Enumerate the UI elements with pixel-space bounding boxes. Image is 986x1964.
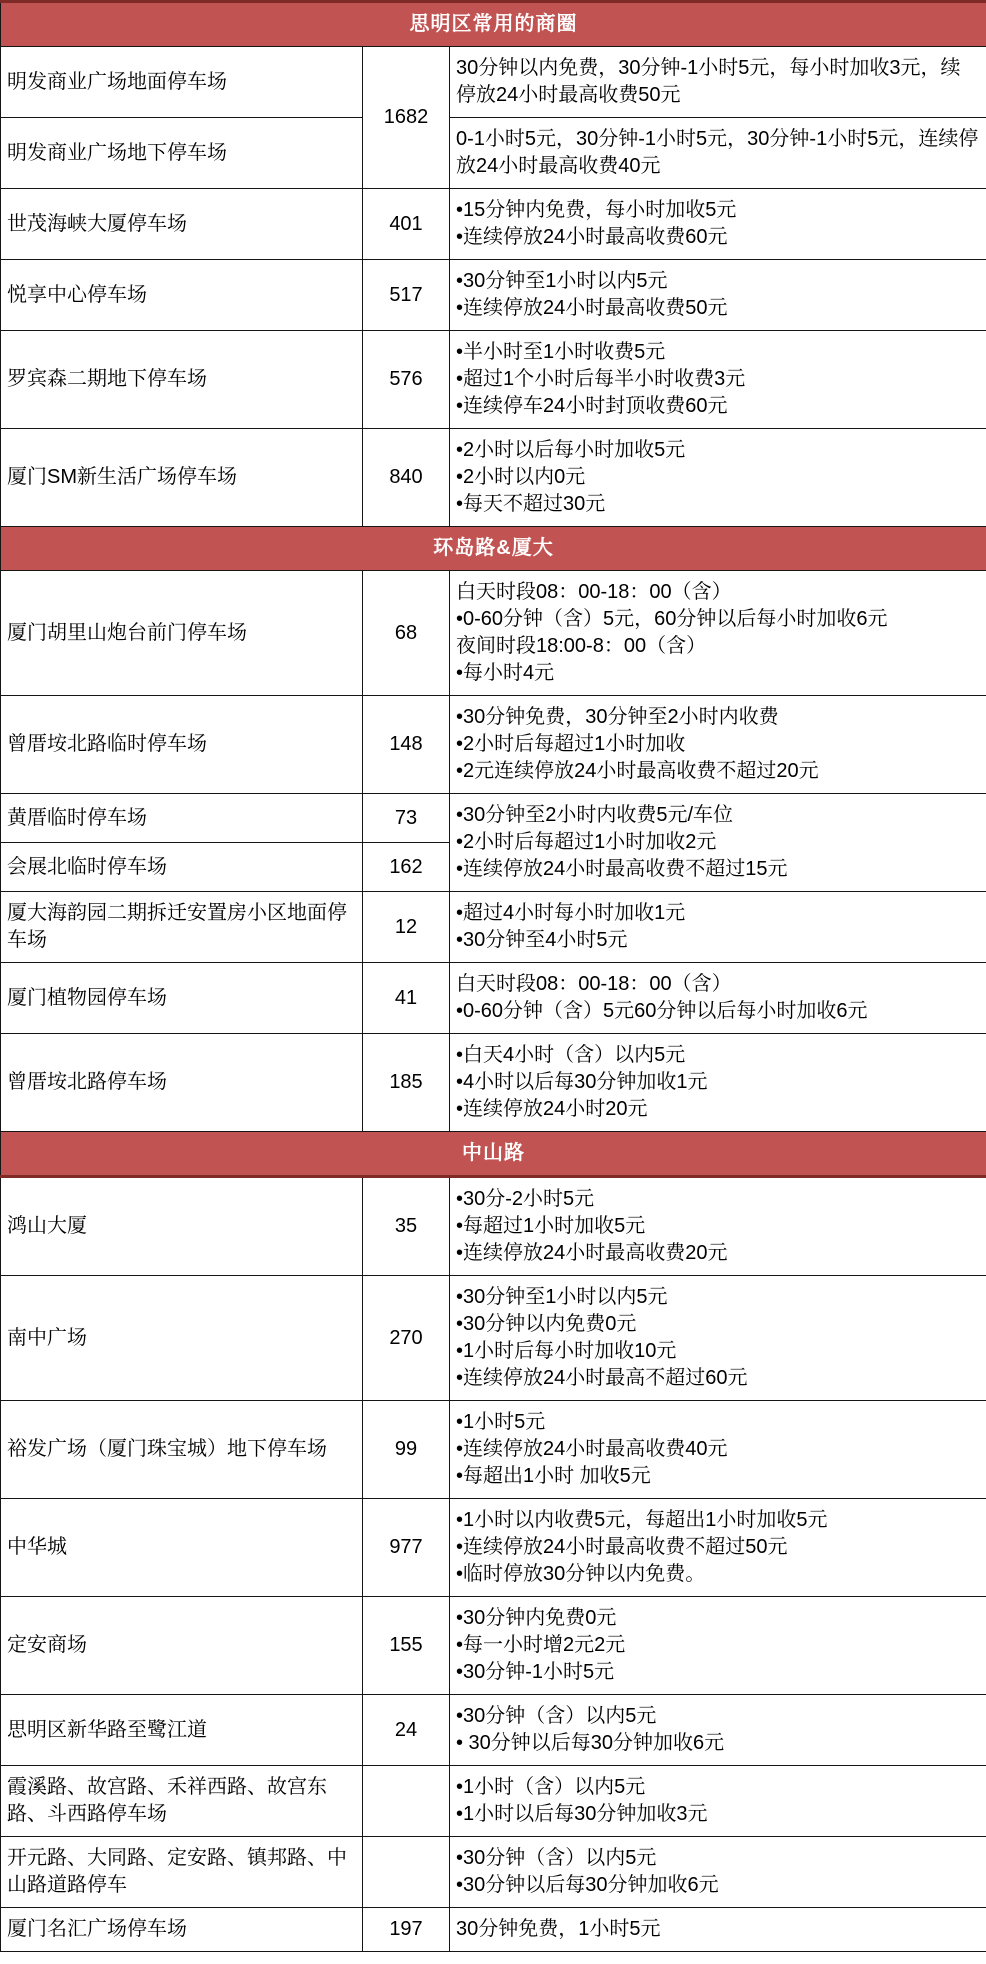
fee-line: •每小时4元 [456, 662, 555, 684]
table-row [1, 1597, 986, 1695]
fee-line: •30分钟（含）以内5元 [456, 1847, 657, 1869]
parking-space-count: 197 [363, 1908, 450, 1952]
parking-space-count: 270 [363, 1276, 450, 1401]
parking-lot-name: 裕发广场（厦门珠宝城）地下停车场 [1, 1401, 363, 1499]
parking-space-count: 1682 [363, 47, 450, 189]
fee-line: •每天不超过30元 [456, 493, 606, 515]
fee-line: •每超过1小时加收5元 [456, 1215, 646, 1237]
parking-lot-name: 明发商业广场地面停车场 [1, 47, 363, 118]
parking-fee-cell [450, 571, 986, 696]
parking-lot-name: 曾厝垵北路停车场 [1, 1034, 363, 1132]
parking-space-count: 162 [363, 843, 450, 892]
fee-line: •连续停放24小时最高收费50元 [456, 297, 728, 319]
parking-fee-cell [450, 794, 986, 892]
section-row [1, 1132, 986, 1177]
parking-lot-name: 曾厝垵北路临时停车场 [1, 696, 363, 794]
fee-line: •30分钟免费，30分钟至2小时内收费 [456, 706, 779, 728]
fee-line: •连续停放24小时最高收费20元 [456, 1242, 728, 1264]
parking-fee-cell [450, 189, 986, 260]
parking-fee-cell [450, 1401, 986, 1499]
fee-line: •1小时以后每30分钟加收3元 [456, 1803, 708, 1825]
parking-fee-cell [450, 1597, 986, 1695]
fee-line: •30分钟（含）以内5元 [456, 1705, 657, 1727]
parking-fee-cell [450, 1499, 986, 1597]
parking-lot-name: 悦享中心停车场 [1, 260, 363, 331]
fee-line: •连续停放24小时最高收费不超过15元 [456, 858, 788, 880]
fee-line: 白天时段08：00-18：00（含） [456, 973, 732, 995]
section-header: 思明区常用的商圈 [1, 2, 986, 47]
fee-line: •2小时后每超过1小时加收 [456, 733, 686, 755]
fee-line: •超过1个小时后每半小时收费3元 [456, 368, 746, 390]
parking-fee-cell [450, 1766, 986, 1837]
fee-line: •30分钟至1小时以内5元 [456, 270, 668, 292]
table-row [1, 1034, 986, 1132]
fee-line: •30分钟至1小时以内5元 [456, 1286, 668, 1308]
fee-line: • 30分钟以后每30分钟加收6元 [456, 1732, 725, 1754]
parking-lot-name: 厦门植物园停车场 [1, 963, 363, 1034]
fee-line: •临时停放30分钟以内免费。 [456, 1563, 706, 1585]
fee-line: •连续停放24小时最高收费不超过50元 [456, 1536, 788, 1558]
table-row [1, 1499, 986, 1597]
parking-lot-name: 霞溪路、故宫路、禾祥西路、故宫东路、斗西路停车场 [1, 1766, 363, 1837]
table-row [1, 1766, 986, 1837]
table-row [1, 963, 986, 1034]
fee-line: •30分钟以后每30分钟加收6元 [456, 1874, 719, 1896]
parking-space-count: 12 [363, 892, 450, 963]
fee-line: •白天4小时（含）以内5元 [456, 1044, 686, 1066]
parking-fee-cell [450, 892, 986, 963]
parking-space-count [363, 1766, 450, 1837]
table-row [1, 331, 986, 429]
fee-line: •30分钟至2小时内收费5元/车位 [456, 804, 734, 826]
parking-fee-cell [450, 963, 986, 1034]
fee-line: •2小时以内0元 [456, 466, 586, 488]
fee-line: •1小时后每小时加收10元 [456, 1340, 677, 1362]
fee-line: •连续停放24小时最高不超过60元 [456, 1367, 748, 1389]
table-row [1, 892, 986, 963]
parking-lot-name: 罗宾森二期地下停车场 [1, 331, 363, 429]
fee-line: 30分钟以内免费，30分钟-1小时5元，每小时加收3元，续停放24小时最高收费50元 [456, 57, 961, 106]
section-header: 环岛路&厦大 [1, 527, 986, 571]
parking-space-count: 73 [363, 794, 450, 843]
fee-line: •2小时后每超过1小时加收2元 [456, 831, 717, 853]
parking-fee-cell [450, 260, 986, 331]
parking-lot-name: 会展北临时停车场 [1, 843, 363, 892]
parking-fee-cell [450, 1177, 986, 1276]
parking-lot-name: 定安商场 [1, 1597, 363, 1695]
table-row [1, 1401, 986, 1499]
fee-line: •4小时以后每30分钟加收1元 [456, 1071, 708, 1093]
fee-line: •30分钟以内免费0元 [456, 1313, 637, 1335]
fee-line: •连续停放24小时最高收费40元 [456, 1438, 728, 1460]
parking-lot-name: 厦大海韵园二期拆迁安置房小区地面停车场 [1, 892, 363, 963]
parking-space-count: 41 [363, 963, 450, 1034]
parking-space-count: 148 [363, 696, 450, 794]
parking-lot-name: 中华城 [1, 1499, 363, 1597]
parking-lot-name: 开元路、大同路、定安路、镇邦路、中山路道路停车 [1, 1837, 363, 1908]
parking-fee-cell [450, 118, 986, 189]
parking-space-count: 401 [363, 189, 450, 260]
fee-line: •连续停放24小时最高收费60元 [456, 226, 728, 248]
fee-line: 夜间时段18:00-8：00（含） [456, 635, 707, 657]
section-header: 中山路 [1, 1132, 986, 1177]
parking-space-count: 576 [363, 331, 450, 429]
fee-line: •30分-2小时5元 [456, 1188, 595, 1210]
parking-space-count: 517 [363, 260, 450, 331]
parking-fee-cell [450, 331, 986, 429]
parking-space-count: 977 [363, 1499, 450, 1597]
parking-lot-name: 黄厝临时停车场 [1, 794, 363, 843]
table-row [1, 1908, 986, 1952]
parking-space-count [363, 1837, 450, 1908]
table-row [1, 794, 986, 843]
fee-line: •0-60分钟（含）5元，60分钟以后每小时加收6元 [456, 608, 888, 630]
fee-line: •连续停车24小时封顶收费60元 [456, 395, 728, 417]
parking-space-count: 24 [363, 1695, 450, 1766]
parking-lot-name: 鸿山大厦 [1, 1177, 363, 1276]
table-row [1, 1177, 986, 1276]
fee-line: •1小时以内收费5元，每超出1小时加收5元 [456, 1509, 828, 1531]
table-row [1, 1837, 986, 1908]
parking-fee-cell [450, 1908, 986, 1952]
parking-fee-cell [450, 47, 986, 118]
section-row [1, 527, 986, 571]
parking-space-count: 68 [363, 571, 450, 696]
fee-line: 白天时段08：00-18：00（含） [456, 581, 732, 603]
parking-fee-cell [450, 1276, 986, 1401]
parking-fee-cell [450, 1695, 986, 1766]
fee-line: •2元连续停放24小时最高收费不超过20元 [456, 760, 819, 782]
parking-fee-cell [450, 429, 986, 527]
parking-lot-name: 思明区新华路至鹭江道 [1, 1695, 363, 1766]
parking-fee-cell [450, 1837, 986, 1908]
table-row [1, 189, 986, 260]
fee-line: •30分钟内免费0元 [456, 1607, 617, 1629]
section-row [1, 2, 986, 47]
parking-space-count: 155 [363, 1597, 450, 1695]
parking-space-count: 35 [363, 1177, 450, 1276]
parking-fee-cell [450, 696, 986, 794]
fee-line: •超过4小时每小时加收1元 [456, 902, 686, 924]
fee-line: 30分钟免费，1小时5元 [456, 1918, 661, 1940]
fee-line: 0-1小时5元，30分钟-1小时5元，30分钟-1小时5元，连续停放24小时最高收费40元 [456, 128, 979, 177]
parking-fee-table-body [1, 2, 986, 1952]
table-row [1, 429, 986, 527]
fee-line: •连续停放24小时20元 [456, 1098, 648, 1120]
fee-line: •0-60分钟（含）5元60分钟以后每小时加收6元 [456, 1000, 868, 1022]
fee-line: •半小时至1小时收费5元 [456, 341, 666, 363]
fee-line: •每超出1小时 加收5元 [456, 1465, 651, 1487]
parking-lot-name: 明发商业广场地下停车场 [1, 118, 363, 189]
table-row [1, 47, 986, 118]
fee-line: •30分钟-1小时5元 [456, 1661, 615, 1683]
table-row [1, 696, 986, 794]
fee-line: •1小时5元 [456, 1411, 546, 1433]
table-row [1, 571, 986, 696]
parking-lot-name: 厦门SM新生活广场停车场 [1, 429, 363, 527]
table-row [1, 1695, 986, 1766]
table-row [1, 260, 986, 331]
table-row [1, 118, 986, 189]
fee-line: •每一小时增2元2元 [456, 1634, 626, 1656]
parking-lot-name: 南中广场 [1, 1276, 363, 1401]
parking-space-count: 99 [363, 1401, 450, 1499]
parking-lot-name: 厦门名汇广场停车场 [1, 1908, 363, 1952]
fee-line: •2小时以后每小时加收5元 [456, 439, 686, 461]
parking-space-count: 185 [363, 1034, 450, 1132]
table-row [1, 1276, 986, 1401]
fee-line: •30分钟至4小时5元 [456, 929, 628, 951]
parking-lot-name: 厦门胡里山炮台前门停车场 [1, 571, 363, 696]
parking-lot-name: 世茂海峡大厦停车场 [1, 189, 363, 260]
fee-line: •15分钟内免费，每小时加收5元 [456, 199, 737, 221]
fee-line: •1小时（含）以内5元 [456, 1776, 646, 1798]
parking-space-count: 840 [363, 429, 450, 527]
parking-fee-cell [450, 1034, 986, 1132]
